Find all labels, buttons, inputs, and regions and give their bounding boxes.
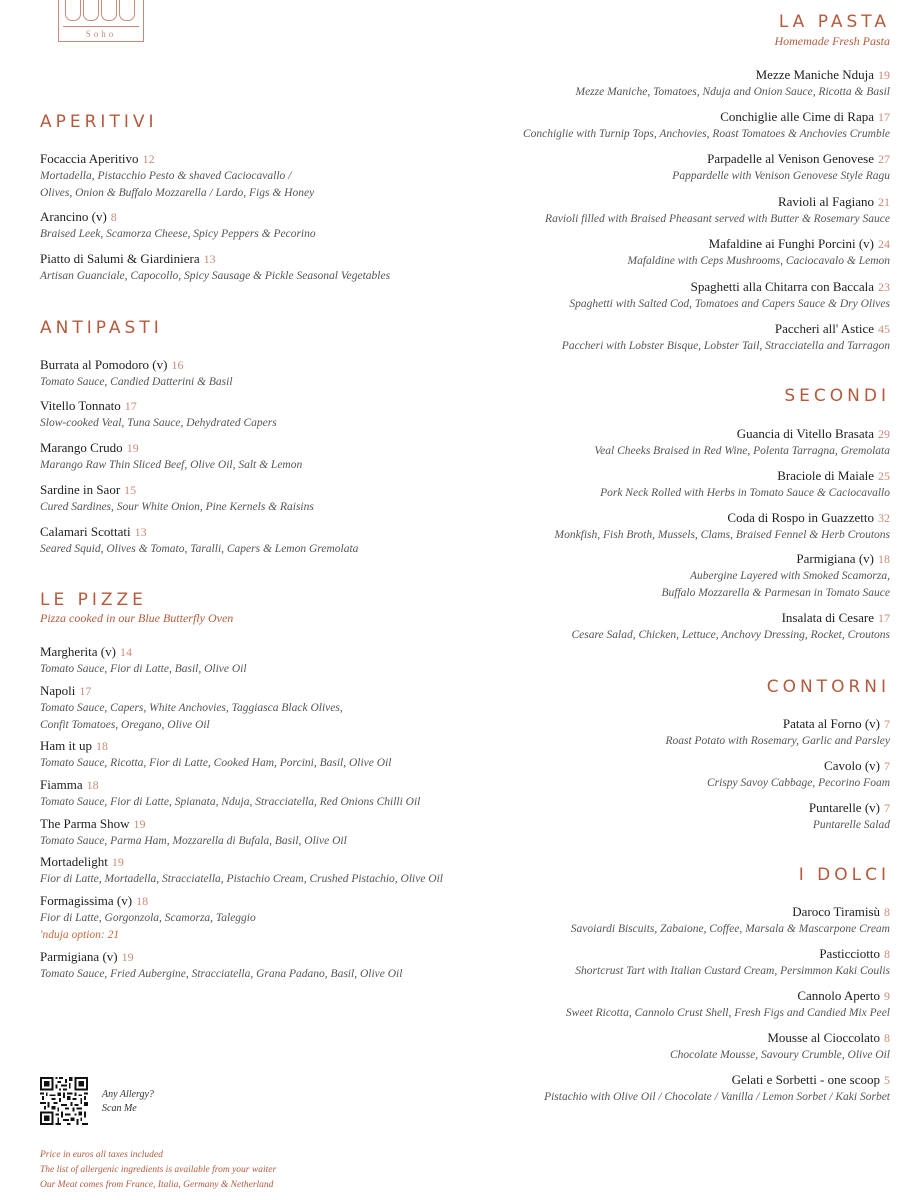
- item-name: Fiamma: [40, 777, 83, 792]
- menu-item: [571, 609, 890, 644]
- item-description: Monkfish, Fish Broth, Mussels, Clams, Braised Fennel & Herb Croutons: [554, 529, 890, 541]
- item-description: Tomato Sauce, Candied Datterini & Basil: [40, 376, 233, 388]
- menu-item: [562, 320, 890, 355]
- menu-item: [571, 903, 890, 938]
- item-description: Mezze Maniche, Tomatoes, Nduja and Onion Sauce, Ricotta & Basil: [575, 86, 890, 98]
- menu-item: [566, 987, 890, 1022]
- menu-item: [40, 815, 347, 850]
- item-price: 8: [884, 905, 890, 919]
- item-name: Puntarelle (v): [808, 800, 880, 815]
- item-price: 7: [884, 717, 890, 731]
- item-name: Gelati e Sorbetti - one scoop: [731, 1072, 880, 1087]
- item-price: 5: [884, 1073, 890, 1087]
- menu-item: [809, 799, 890, 834]
- item-description: Buffalo Mozzarella & Parmesan in Tomato Sauce: [661, 587, 890, 599]
- item-description: Conchiglie with Turnip Tops, Anchovies, Roast Tomatoes & Anchovies Crumble: [522, 128, 890, 140]
- restaurant-logo: [58, 0, 144, 42]
- item-name: Spaghetti alla Chitarra con Baccala: [690, 279, 874, 294]
- item-price: 12: [142, 152, 155, 166]
- item-price: 23: [878, 280, 890, 294]
- item-name: Parmigiana (v): [796, 551, 874, 566]
- item-description: Pappardelle with Venison Genovese Style Ragu: [672, 170, 890, 182]
- logo-word: Soho: [85, 29, 117, 39]
- item-description: Artisan Guanciale, Capocollo, Spicy Sausage & Pickle Seasonal Vegetables: [40, 270, 391, 282]
- item-price: 17: [79, 684, 92, 698]
- item-price: 8: [884, 947, 890, 961]
- item-name: Parmigiana (v): [40, 949, 118, 964]
- item-description: Mafaldine with Ceps Mushrooms, Caciocavalo & Lemon: [627, 255, 890, 267]
- item-name: Paccheri all' Astice: [774, 321, 874, 336]
- item-price: 18: [96, 739, 108, 753]
- item-description: Cured Sardines, Sour White Onion, Pine Kernels & Raisins: [40, 501, 314, 513]
- menu-item: [545, 193, 890, 228]
- menu-item: [40, 643, 247, 678]
- section-title-pizze: LE PIZZE: [40, 590, 147, 610]
- item-description: Mortadella, Pistacchio Pesto & shaved Caciocavallo /: [40, 170, 292, 182]
- item-price: 25: [878, 469, 890, 483]
- menu-item: [40, 356, 233, 391]
- section-subtitle-pizze: Pizza cooked in our Blue Butterfly Oven: [40, 611, 234, 625]
- item-description: Olives, Onion & Buffalo Mozzarella / Lardo, Figs & Honey: [40, 187, 315, 199]
- footer-line: Price in euros all taxes included: [40, 1150, 163, 1160]
- item-name: Daroco Tiramisù: [792, 904, 880, 919]
- item-option: 'nduja option: 21: [40, 929, 120, 941]
- item-description: Puntarelle Salad: [812, 819, 890, 831]
- item-name: Guancia di Vitello Brasata: [736, 426, 874, 441]
- item-price: 8: [884, 1031, 890, 1045]
- section-title-secondi: SECONDI: [784, 386, 890, 406]
- item-price: 17: [878, 611, 890, 625]
- item-description: Paccheri with Lobster Bisque, Lobster Tail, Stracciatella and Tarragon: [561, 340, 890, 352]
- section-title-pasta: LA PASTA: [778, 12, 890, 32]
- item-name: Mortadelight: [40, 854, 108, 869]
- item-price: 18: [86, 778, 99, 792]
- item-price: 29: [878, 427, 890, 441]
- item-description: Marango Raw Thin Sliced Beef, Olive Oil, Salt & Lemon: [40, 459, 303, 471]
- item-price: 13: [203, 252, 216, 266]
- item-description: Tomato Sauce, Fior di Latte, Spianata, Nduja, Stracciatella, Red Onions Chilli Oil: [40, 796, 421, 808]
- item-price: 19: [878, 68, 890, 82]
- item-description: Fior di Latte, Mortadella, Stracciatella, Pistachio Cream, Crushed Pistachio, Olive Oil: [40, 873, 443, 885]
- item-name: Cavolo (v): [824, 758, 880, 773]
- allergy-note: [102, 1088, 154, 1116]
- item-name: Sardine in Saor: [40, 482, 121, 497]
- item-description: Braised Leek, Scamorza Cheese, Spicy Peppers & Pecorino: [40, 228, 316, 240]
- section-title-dolci: I DOLCI: [798, 865, 890, 885]
- item-name: Formagissima (v): [40, 893, 133, 908]
- item-price: 18: [878, 552, 890, 566]
- item-price: 19: [111, 855, 124, 869]
- item-name: Napoli: [40, 683, 76, 698]
- item-description: Savoiardi Biscuits, Zabaione, Coffee, Marsala & Mascarpone Cream: [570, 923, 890, 935]
- menu-item: [523, 108, 890, 143]
- menu-item: [707, 757, 890, 792]
- section-title-contorni: CONTORNI: [766, 677, 890, 697]
- section-subtitle-pasta: Homemade Fresh Pasta: [774, 34, 890, 48]
- item-price: 18: [136, 894, 149, 908]
- footer-line: The list of allergenic ingredients is available from your waiter: [40, 1165, 277, 1175]
- item-description: Slow-cooked Veal, Tuna Sauce, Dehydrated Capers: [40, 417, 277, 429]
- menu-item: [628, 235, 890, 270]
- menu-item: [40, 948, 402, 983]
- menu-item: [661, 550, 890, 602]
- item-name: Pasticciotto: [819, 946, 880, 961]
- item-name: Ravioli al Fagiano: [777, 194, 874, 209]
- item-price: 27: [878, 152, 890, 166]
- item-description: Tomato Sauce, Capers, White Anchovies, Taggiasca Black Olives,: [40, 702, 343, 714]
- item-name: Insalata di Cesare: [781, 610, 874, 625]
- menu-item: [544, 1071, 890, 1106]
- item-price: 14: [119, 645, 132, 659]
- item-description: Tomato Sauce, Fior di Latte, Basil, Olive Oil: [40, 663, 247, 675]
- item-name: Mafaldine ai Funghi Porcini (v): [708, 236, 874, 251]
- item-description: Spaghetti with Salted Cod, Tomatoes and Capers Sauce & Dry Olives: [569, 298, 890, 310]
- menu-item: [40, 892, 256, 944]
- item-price: 21: [878, 195, 890, 209]
- item-name: Cannolo Aperto: [797, 988, 880, 1003]
- item-description: Roast Potato with Rosemary, Garlic and Parsley: [665, 735, 890, 747]
- item-description: Aubergine Layered with Smoked Scamorza,: [689, 570, 890, 582]
- menu-item: [670, 1029, 890, 1064]
- menu-item: [40, 208, 316, 243]
- item-price: 8: [110, 210, 117, 224]
- item-description: Crispy Savoy Cabbage, Pecorino Foam: [706, 777, 890, 789]
- item-name: The Parma Show: [40, 816, 130, 831]
- item-name: Piatto di Salumi & Giardiniera: [40, 251, 200, 266]
- item-name: Parpadelle al Venison Genovese: [707, 151, 874, 166]
- item-price: 7: [884, 759, 890, 773]
- item-name: Calamari Scottati: [40, 524, 131, 539]
- item-name: Mezze Maniche Nduja: [755, 67, 874, 82]
- item-description: Shortcrust Tart with Italian Custard Cream, Persimmon Kaki Coulis: [575, 965, 890, 977]
- footer-notes: [40, 1148, 276, 1193]
- item-name: Patata al Forno (v): [782, 716, 880, 731]
- allergy-line: Scan Me: [102, 1103, 137, 1114]
- item-description: Tomato Sauce, Parma Ham, Mozzarella di Bufala, Basil, Olive Oil: [40, 835, 347, 847]
- menu-item: [672, 150, 890, 185]
- item-name: Arancino (v): [40, 209, 107, 224]
- menu-item: [40, 150, 314, 202]
- menu-item: [40, 853, 443, 888]
- menu-item: [600, 467, 890, 502]
- menu-item: [594, 425, 890, 460]
- item-description: Ravioli filled with Braised Pheasant served with Butter & Rosemary Sauce: [545, 213, 890, 225]
- menu-item: [40, 776, 420, 811]
- item-name: Focaccia Aperitivo: [40, 151, 139, 166]
- item-description: Tomato Sauce, Ricotta, Fior di Latte, Cooked Ham, Porcini, Basil, Olive Oil: [40, 757, 392, 769]
- item-price: 9: [884, 989, 890, 1003]
- menu-item: [554, 509, 890, 544]
- menu-item: [40, 737, 391, 772]
- item-description: Sweet Ricotta, Cannolo Crust Shell, Fresh Figs and Candied Mix Peel: [565, 1007, 890, 1019]
- item-price: 17: [124, 399, 137, 413]
- menu-item: [569, 278, 890, 313]
- item-price: 32: [878, 511, 890, 525]
- item-description: Tomato Sauce, Fried Aubergine, Stracciatella, Grana Padano, Basil, Olive Oil: [40, 968, 403, 980]
- item-name: Coda di Rospo in Guazzetto: [727, 510, 874, 525]
- item-price: 19: [121, 950, 134, 964]
- menu-item: [40, 481, 314, 516]
- item-description: Veal Cheeks Braised in Red Wine, Polenta Tarragna, Gremolata: [594, 445, 890, 457]
- item-description: Pork Neck Rolled with Herbs in Tomato Sauce & Caciocavallo: [600, 487, 890, 499]
- item-description: Confit Tomatoes, Oregano, Olive Oil: [40, 719, 210, 731]
- item-name: Margherita (v): [40, 644, 116, 659]
- item-name: Mousse al Cioccolato: [767, 1030, 880, 1045]
- menu-item: [665, 715, 890, 750]
- menu-item: [40, 397, 277, 432]
- item-description: Seared Squid, Olives & Tomato, Taralli, Capers & Lemon Gremolata: [40, 543, 359, 555]
- section-title-antipasti: ANTIPASTI: [40, 318, 163, 338]
- item-price: 15: [124, 483, 137, 497]
- item-price: 45: [878, 322, 890, 336]
- item-description: Fior di Latte, Gorgonzola, Scamorza, Taleggio: [40, 912, 256, 924]
- qr-code-icon[interactable]: [40, 1077, 88, 1125]
- menu-item: [575, 66, 890, 101]
- item-name: Burrata al Pomodoro (v): [40, 357, 168, 372]
- item-name: Ham it up: [40, 738, 92, 753]
- menu-item: [40, 682, 343, 734]
- menu-item: [40, 523, 358, 558]
- item-name: Braciole di Maiale: [777, 468, 874, 483]
- item-description: Chocolate Mousse, Savoury Crumble, Olive Oil: [669, 1049, 890, 1061]
- item-price: 19: [126, 441, 139, 455]
- item-name: Vitello Tonnato: [40, 398, 121, 413]
- menu-item: [40, 250, 390, 285]
- item-price: 16: [171, 358, 184, 372]
- allergy-line: Any Allergy?: [102, 1089, 154, 1100]
- menu-item: [40, 439, 302, 474]
- section-title-aperitivi: APERITIVI: [40, 112, 158, 132]
- item-price: 7: [884, 801, 890, 815]
- item-price: 17: [878, 110, 890, 124]
- footer-line: Our Meat comes from France, Italia, Germany & Netherland: [40, 1180, 274, 1190]
- item-price: 13: [134, 525, 147, 539]
- item-name: Conchiglie alle Cime di Rapa: [720, 109, 874, 124]
- menu-item: [575, 945, 890, 980]
- item-price: 19: [133, 817, 146, 831]
- item-price: 24: [878, 237, 890, 251]
- item-description: Cesare Salad, Chicken, Lettuce, Anchovy Dressing, Rocket, Croutons: [571, 629, 890, 641]
- item-name: Marango Crudo: [40, 440, 123, 455]
- item-description: Pistachio with Olive Oil / Chocolate / Vanilla / Lemon Sorbet / Kaki Sorbet: [544, 1091, 890, 1103]
